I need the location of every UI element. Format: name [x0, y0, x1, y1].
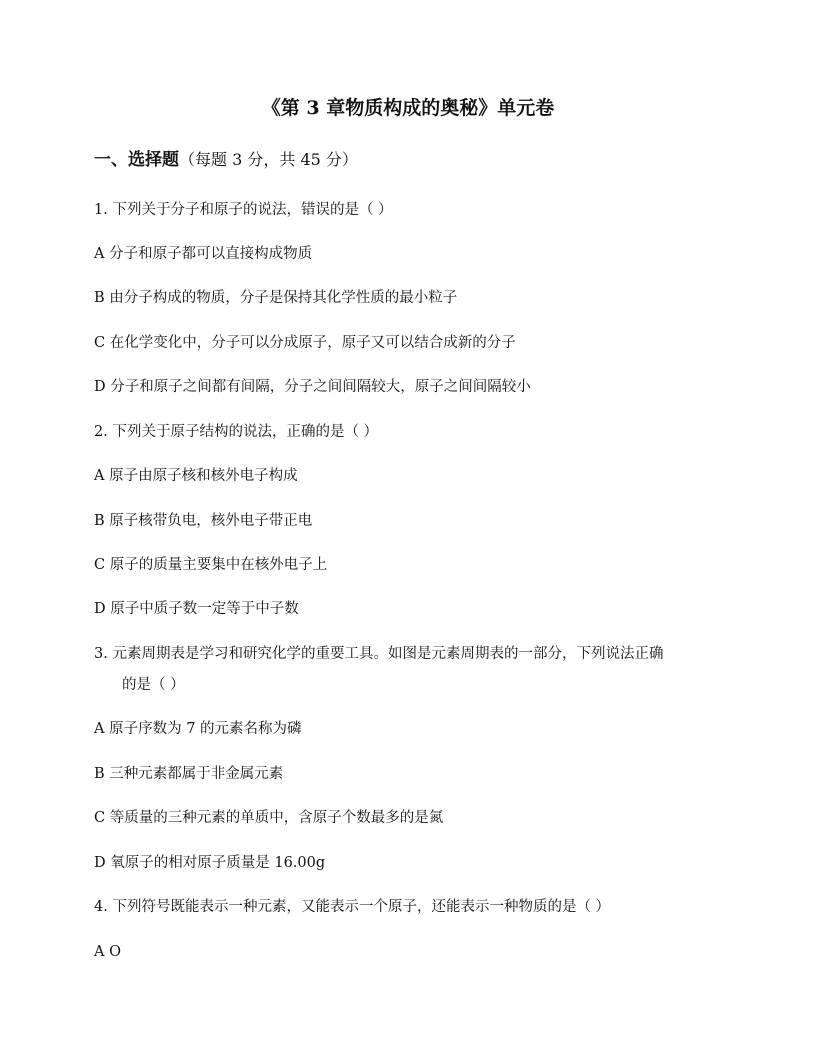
question-1-option-a: A 分子和原子都可以直接构成物质 [94, 246, 313, 262]
question-3-option-b: B 三种元素都属于非金属元素 [94, 766, 284, 782]
question-1-option-d: D 分子和原子之间都有间隔，分子之间间隔较大，原子之间间隔较小 [94, 379, 531, 395]
question-3-option-d: D 氧原子的相对原子质量是 16.00g [94, 855, 326, 871]
question-4-stem: 4. 下列符号既能表示一种元素，又能表示一个原子，还能表示一种物质的是（ ） [94, 899, 611, 915]
question-2-stem: 2. 下列关于原子结构的说法，正确的是（ ） [94, 424, 379, 440]
question-2-option-b: B 原子核带负电，核外电子带正电 [94, 513, 313, 529]
question-2-option-c: C 原子的质量主要集中在核外电子上 [94, 557, 328, 573]
section-heading-note: （每题 3 分，共 45 分） [179, 150, 358, 169]
question-1-option-b: B 由分子构成的物质，分子是保持其化学性质的最小粒子 [94, 290, 458, 306]
question-2-option-d: D 原子中质子数一定等于中子数 [94, 601, 299, 617]
question-3-stem-continuation: 的是（ ） [122, 677, 185, 693]
document-title: 《第 3 章物质构成的奥秘》单元卷 [261, 97, 555, 119]
question-4-option-a: A O [94, 944, 121, 960]
question-1-option-c: C 在化学变化中，分子可以分成原子，原子又可以结合成新的分子 [94, 335, 516, 351]
question-3-stem: 3. 元素周期表是学习和研究化学的重要工具。如图是元素周期表的一部分，下列说法正确 [94, 646, 664, 662]
question-1-stem: 1. 下列关于分子和原子的说法，错误的是（ ） [94, 202, 393, 218]
section-heading-label: 一、选择题 [94, 150, 179, 170]
question-2-option-a: A 原子由原子核和核外电子构成 [94, 468, 298, 484]
question-3-option-c: C 等质量的三种元素的单质中，含原子个数最多的是氮 [94, 810, 444, 826]
section-heading [94, 147, 358, 173]
question-3-option-a: A 原子序数为 7 的元素名称为磷 [94, 721, 302, 737]
